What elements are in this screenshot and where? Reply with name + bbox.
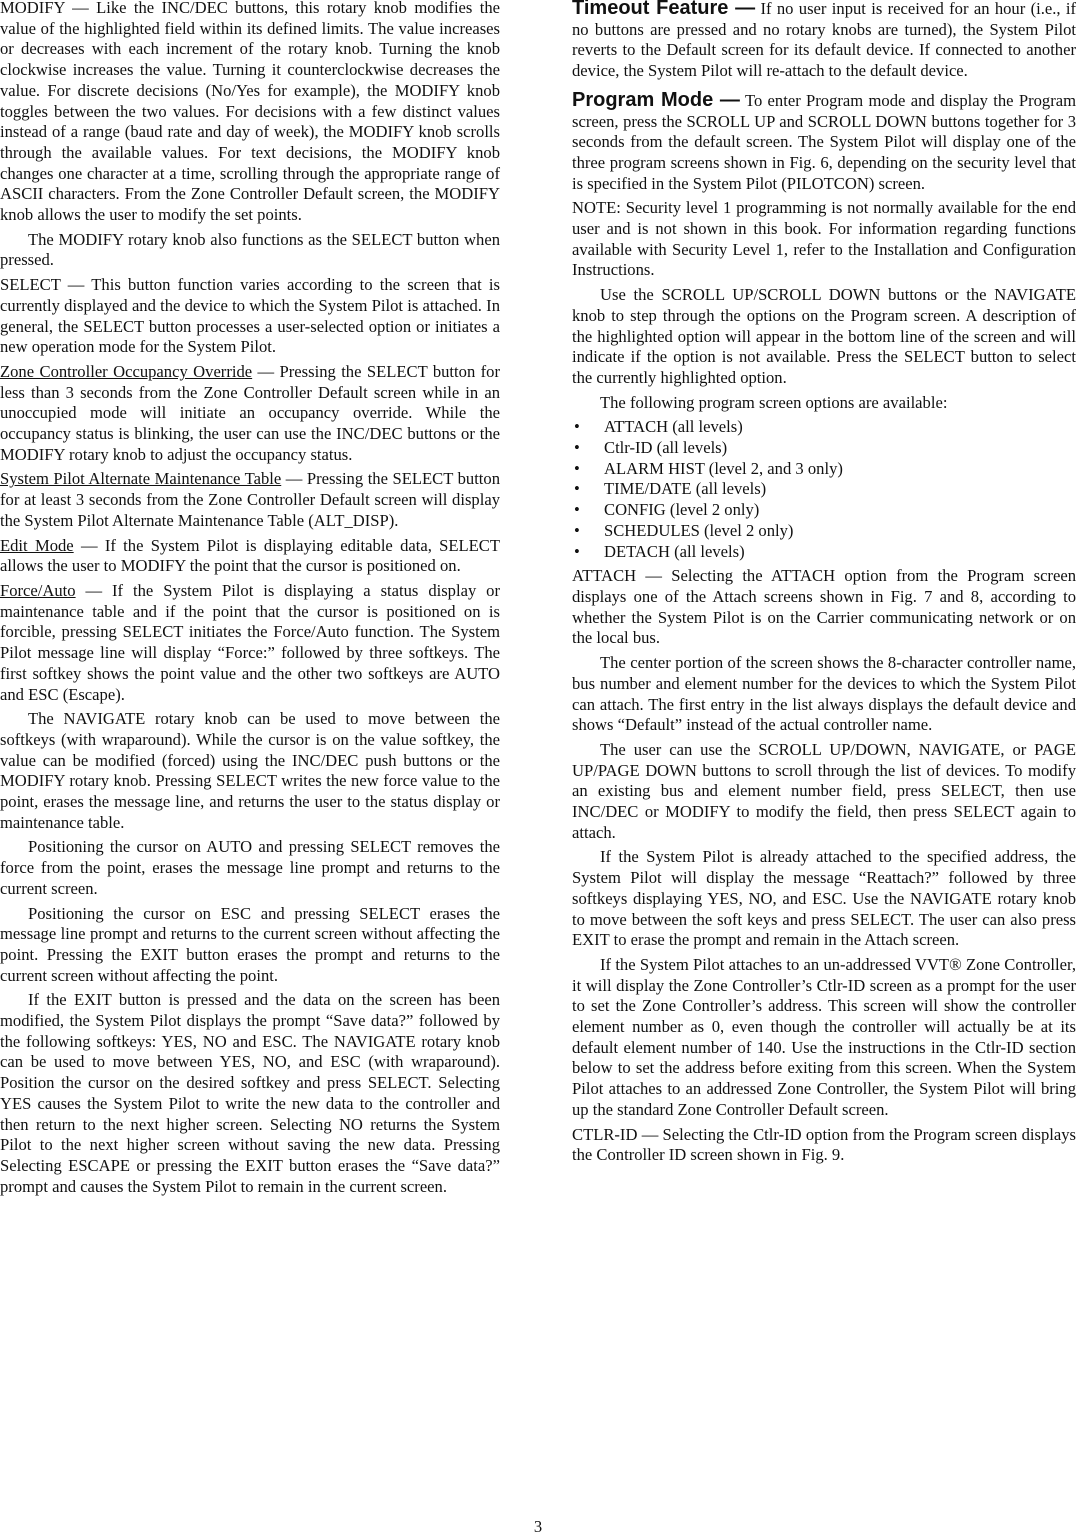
timeout-text: If no user input is received for an hour (i.e., if no buttons are pressed and no rotary knobs are turned), the System Pilot reverts to the Default screen for its default device. If connected to another device, the System Pilot will re-attach to the default device.	[572, 0, 1076, 81]
auto-paragraph: Positioning the cursor on AUTO and pressing SELECT removes the force from the point, erases the message line prompt and returns to the current screen.	[0, 837, 500, 898]
list-item: • ALARM HIST (level 2, and 3 only)	[572, 459, 1076, 480]
program-mode-paragraph	[572, 90, 1076, 195]
timeout-heading: Timeout Feature —	[572, 0, 756, 19]
alt-maintenance-lead: System Pilot Alternate Maintenance Table	[0, 469, 282, 489]
attach-paragraph: ATTACH — Selecting the ATTACH option from the Program screen displays one of the Attach screens shown in Fig. 7 and 8, according to whether the System Pilot is on the Carrier communicating network or on the local bus.	[572, 566, 1076, 648]
occupancy-override-paragraph	[0, 362, 500, 466]
modify-select-paragraph: The MODIFY rotary knob also functions as the SELECT button when pressed.	[0, 229, 500, 270]
modify-paragraph: MODIFY — Like the INC/DEC buttons, this rotary knob modifies the value of the highlighted field within its defined limits. The value increases or decreases with each increment of the rotary knob. Turning the knob clockwise increases the value. Turning it counterclockwise decreases the value. For discrete decisions (No/Yes for example), the MODIFY knob toggles between the two values. For decisions with a few distinct values instead of a range (baud rate and day of week), the MODIFY knob scrolls through the available values. For text decisions, the MODIFY knob changes one character at a time, scrolling through the appropriate range of ASCII characters. From the Zone Controller Default screen, the MODIFY knob allows the user to modify the set points.	[0, 0, 500, 225]
attach-scroll-paragraph: The user can use the SCROLL UP/DOWN, NAVIGATE, or PAGE UP/PAGE DOWN buttons to scroll through the list of devices. To modify an existing bus and element number field, press SELECT, then use INC/DEC or MODIFY to modify the field, then press SELECT again to attach.	[572, 739, 1076, 842]
left-column	[0, 0, 500, 1201]
ctlr-id-paragraph: CTLR-ID — Selecting the Ctlr-ID option from the Program screen displays the Controller ID screen shown in Fig. 9.	[572, 1124, 1076, 1165]
attach-center-paragraph: The center portion of the screen shows the 8-character controller name, bus number and element number for the devices to which the System Pilot can attach. The first entry in the list always displays the default device and shows “Default” instead of the actual controller name.	[572, 653, 1076, 735]
occupancy-override-lead: Zone Controller Occupancy Override	[0, 361, 253, 381]
list-item: • SCHEDULES (level 2 only)	[572, 521, 1076, 542]
edit-mode-lead: Edit Mode	[0, 535, 74, 555]
esc-paragraph: Positioning the cursor on ESC and pressing SELECT erases the message line prompt and returns to the current screen without affecting the point. Pressing the EXIT button erases the prompt and returns to the current screen without affecting the point.	[0, 903, 500, 985]
list-item: • Ctlr-ID (all levels)	[572, 438, 1076, 459]
program-mode-text: To enter Program mode and display the Program screen, press the SCROLL UP and SCROLL DOWN buttons together for 3 seconds from the default screen. The System Pilot will display one of the three program screens shown in Fig. 6, depending on the security level that is specified in the System Pilot (PILOTCON) screen.	[572, 90, 1076, 193]
alt-maintenance-paragraph	[0, 469, 500, 531]
program-options-list	[572, 417, 1076, 562]
exit-paragraph: If the EXIT button is pressed and the data on the screen has been modified, the System Pilot displays the prompt “Save data?” followed by the following softkeys: YES, NO and ESC. The NAVIGATE rotary knob can be used to move between YES, NO, and ESC (with wraparound). Position the cursor on the desired softkey and press SELECT. Selecting YES causes the System Pilot to write the new data to the controller and then return to the next higher screen. Selecting NO returns the System Pilot to the next higher screen without saving the new data. Pressing Selecting ESCAPE or pressing the EXIT button erases the “Save data?” prompt and causes the System Pilot to remain in the current screen.	[0, 990, 500, 1196]
edit-mode-paragraph	[0, 536, 500, 577]
use-paragraph: Use the SCROLL UP/SCROLL DOWN buttons or the NAVIGATE knob to step through the options on the Program screen. A description of the highlighted option will appear in the bottom line of the screen and will indicate if the option is not available. Press the SELECT button to select the currently highlighted option.	[572, 285, 1076, 387]
force-auto-paragraph	[0, 581, 500, 705]
alt-maintenance-text: — Pressing the SELECT button for at least 3 seconds from the Zone Controller Default screen will display the System Pilot Alternate Maintenance Table (ALT_DISP).	[0, 469, 501, 530]
program-mode-heading: Program Mode —	[572, 88, 740, 111]
list-item: • ATTACH (all levels)	[572, 417, 1076, 438]
navigate-paragraph: The NAVIGATE rotary knob can be used to move between the softkeys (with wraparound). While the cursor is on the value softkey, the value can be modified (forced) using the INC/DEC push buttons or the MODIFY rotary knob. Pressing SELECT writes the new force value to the point, erases the message line, and returns the user to the status display or maintenance table.	[0, 709, 500, 832]
timeout-paragraph	[572, 0, 1076, 82]
reattach-paragraph: If the System Pilot is already attached to the specified address, the System Pilot will display the message “Reattach?” followed by three softkeys displaying YES, NO, and ESC. Use the NAVIGATE rotary knob to move between the soft keys and press SELECT. The user can also press EXIT to erase the prompt and remain in the Attach screen.	[572, 847, 1076, 950]
following-paragraph: The following program screen options are available:	[600, 392, 948, 412]
select-paragraph: SELECT — This button function varies according to the screen that is currently displayed and the device to which the System Pilot is attached. In general, the SELECT button processes a user-selected option or initiates a new operation mode for the System Pilot.	[0, 275, 500, 357]
force-auto-lead: Force/Auto	[0, 580, 76, 600]
right-column	[572, 0, 1076, 1170]
note-paragraph: NOTE: Security level 1 programming is not normally available for the end user and is not shown in this book. For information regarding functions available with Security Level 1, refer to the Installation and Configuration Instructions.	[572, 198, 1076, 280]
edit-mode-text: — If the System Pilot is displaying editable data, SELECT allows the user to MODIFY the point that the cursor is positioned on.	[0, 535, 500, 576]
list-item: • TIME/DATE (all levels)	[572, 479, 1076, 500]
list-item: • DETACH (all levels)	[572, 542, 1076, 563]
occupancy-override-text: — Pressing the SELECT button for less than 3 seconds from the Zone Controller Default screen while in an unoccupied mode will initiate an occupancy override. While the occupancy status is blinking, the user can use the INC/DEC buttons or the MODIFY rotary knob to adjust the occupancy status.	[0, 361, 500, 464]
force-auto-text: — If the System Pilot is displaying a status display or maintenance table and if the point that the cursor is positioned on is forcible, pressing SELECT initiates the Force/Auto function. The System Pilot message line will display “Force:” followed by three softkeys. The first softkey shows the point value and the other two softkeys are AUTO and ESC (Escape).	[0, 580, 500, 704]
page-number: 3	[533, 1517, 543, 1536]
list-item: • CONFIG (level 2 only)	[572, 500, 1076, 521]
unaddressed-paragraph: If the System Pilot attaches to an un-addressed VVT® Zone Controller, it will display the Zone Controller’s Ctlr-ID screen as a prompt for the user to set the Zone Controller’s address. This screen will show the controller element number as 0, even though the controller will actually be at its default element number of 140. Use the instructions in the Ctlr-ID section below to set the address before exiting from this screen. When the System Pilot attaches to an addressed Zone Controller, the System Pilot will bring up the standard Zone Controller Default screen.	[572, 954, 1076, 1119]
